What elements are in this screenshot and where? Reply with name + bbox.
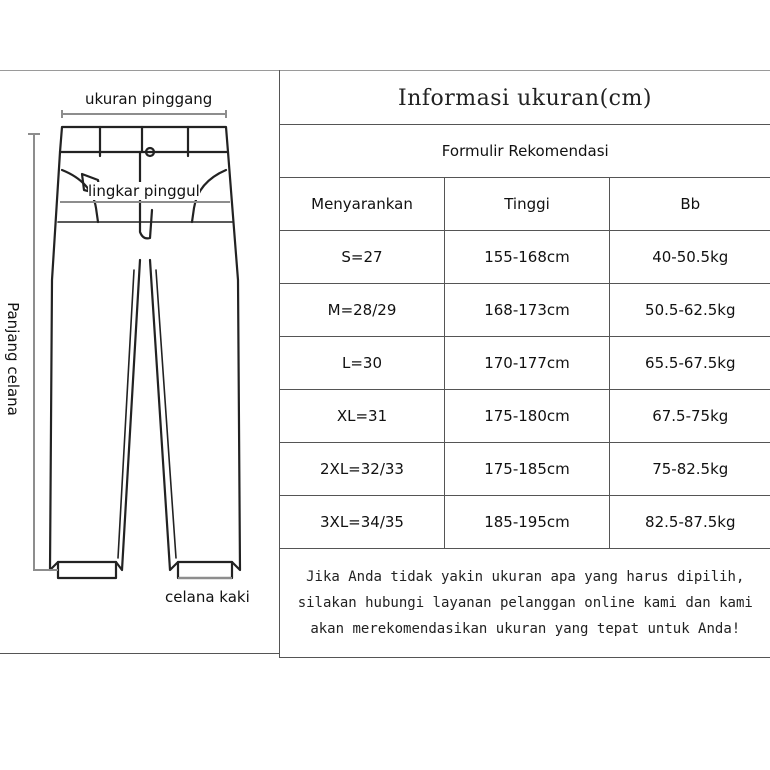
column-header-row [280,178,770,231]
hem-label: celana kaki [165,588,250,606]
table-row [280,231,770,284]
weight-cell: 82.5-87.5kg [610,496,770,549]
weight-cell: 67.5-75kg [610,390,770,443]
pants-diagram [0,70,279,654]
size-info-title: Informasi ukuran(cm) [398,85,652,111]
height-cell: 175-185cm [445,443,610,496]
weight-cell: 50.5-62.5kg [610,284,770,337]
weight-cell: 75-82.5kg [610,443,770,496]
table-row [280,337,770,390]
hip-label: lingkar pinggul [88,182,200,200]
table-row [280,390,770,443]
note-row [280,549,770,658]
column-header: Tinggi [445,178,610,231]
size-cell: XL=31 [280,390,445,443]
size-advice-note: Jika Anda tidak yakin ukuran apa yang harus dipilih, silakan hubungi layanan pelanggan online kami dan kami akan merekomendasikan ukuran yang tepat untuk Anda! [280,549,770,658]
height-cell: 170-177cm [445,337,610,390]
column-header: Bb [610,178,770,231]
length-label: Panjang celana [3,302,22,416]
height-cell: 185-195cm [445,496,610,549]
table-row [280,284,770,337]
size-cell: L=30 [280,337,445,390]
table-row [280,443,770,496]
size-cell: 3XL=34/35 [280,496,445,549]
size-cell: M=28/29 [280,284,445,337]
weight-cell: 65.5-67.5kg [610,337,770,390]
height-cell: 155-168cm [445,231,610,284]
height-cell: 168-173cm [445,284,610,337]
table-row [280,496,770,549]
size-recommendation-table [279,124,770,658]
table-header-row [280,125,770,178]
size-cell: 2XL=32/33 [280,443,445,496]
pants-outline-illustration [0,70,279,654]
section-header: Formulir Rekomendasi [280,125,770,178]
weight-cell: 40-50.5kg [610,231,770,284]
waist-label: ukuran pinggang [85,90,213,108]
height-cell: 175-180cm [445,390,610,443]
size-cell: S=27 [280,231,445,284]
column-header: Menyarankan [280,178,445,231]
